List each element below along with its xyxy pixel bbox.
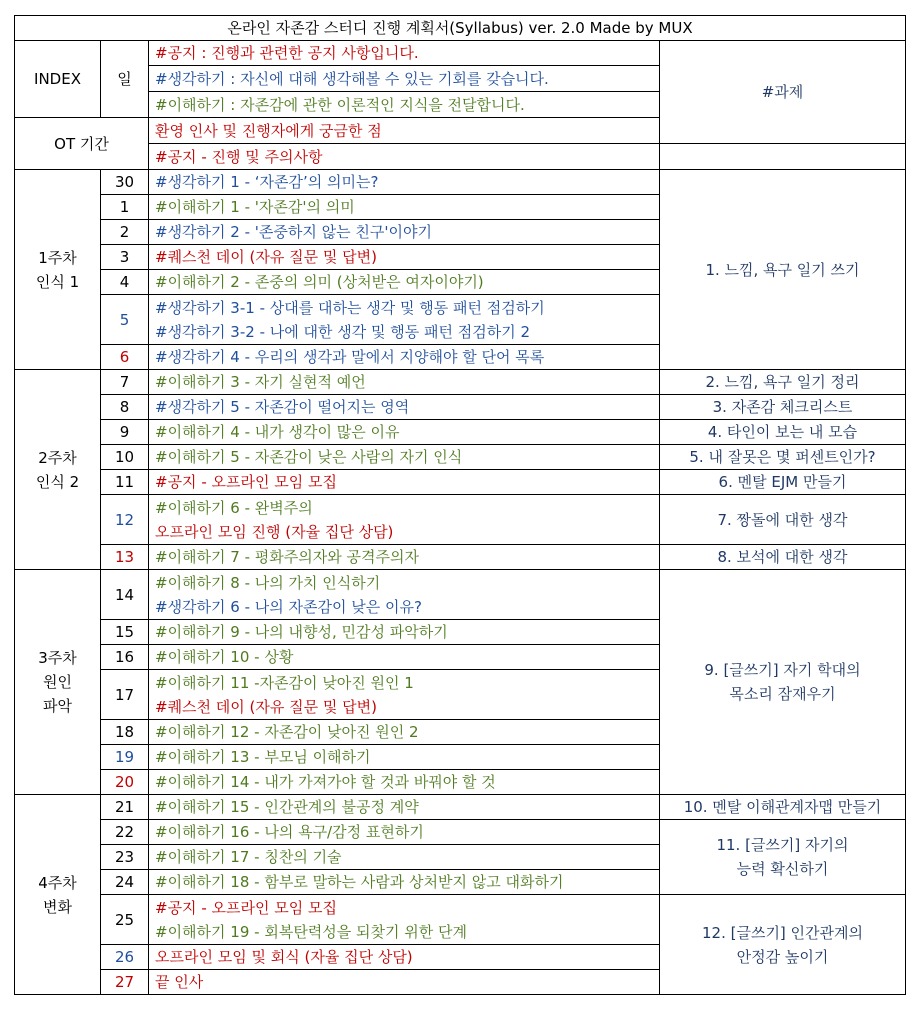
week-label [15,795,101,995]
day-cell: 17 [101,670,149,720]
activity-cell [149,820,660,845]
task-line: 12. [글쓰기] 인간관계의 [701,923,864,942]
activity-line: #이해하기 4 - 내가 생각이 많은 이유 [155,423,400,441]
day-cell: 7 [101,370,149,395]
activity-line: #이해하기 16 - 나의 욕구/감정 표현하기 [155,823,424,841]
task-cell: 7. 짱돌에 대한 생각 [660,495,906,545]
activity-cell [149,395,660,420]
activity-line: #이해하기 19 - 회복탄력성을 되찾기 위한 단계 [155,922,468,941]
day-cell: 30 [101,170,149,195]
activity-line: #공지 - 오프라인 모임 모집 [155,473,337,491]
task-header: #과제 [660,41,906,144]
week-label-line: 파악 [43,697,72,715]
legend-understand: #이해하기 : 자존감에 관한 이론적인 지식을 전달합니다. [149,92,660,118]
day-cell: 23 [101,845,149,870]
activity-cell [149,895,660,945]
task-cell: 2. 느낌, 욕구 일기 정리 [660,370,906,395]
day-cell: 22 [101,820,149,845]
ot-label: OT 기간 [15,118,149,170]
task-cell [660,820,906,895]
activity-line: 오프라인 모임 및 회식 (자율 집단 상담) [155,948,413,966]
task-cell: 4. 타인이 보는 내 모습 [660,420,906,445]
activity-cell [149,245,660,270]
activity-cell [149,670,660,720]
day-cell: 4 [101,270,149,295]
activity-cell [149,545,660,570]
day-cell: 26 [101,945,149,970]
activity-line: #이해하기 15 - 인간관계의 불공정 계약 [155,798,419,816]
activity-line: #이해하기 13 - 부모님 이해하기 [155,748,371,766]
day-cell: 20 [101,770,149,795]
week-label-line: 변화 [43,897,72,916]
activity-line: #이해하기 5 - 자존감이 낮은 사람의 자기 인식 [155,448,463,466]
index-label: INDEX [15,41,101,118]
day-cell: 6 [101,345,149,370]
activity-line: #이해하기 8 - 나의 가치 인식하기 [155,573,381,592]
legend-think: #생각하기 : 자신에 대해 생각해볼 수 있는 기회를 갖습니다. [149,66,660,92]
day-cell: 21 [101,795,149,820]
task-cell [660,570,906,795]
activity-cell [149,770,660,795]
week-label-line: 3주차 [38,649,77,667]
activity-line: #생각하기 5 - 자존감이 떨어지는 영역 [155,398,410,416]
activity-line: #이해하기 10 - 상황 [155,648,294,666]
activity-cell [149,645,660,670]
day-cell: 5 [101,295,149,345]
day-cell: 25 [101,895,149,945]
task-cell: 1. 느낌, 욕구 일기 쓰기 [660,170,906,370]
week-label [15,170,101,370]
week-label-line: 2주차 [38,448,77,467]
week-label [15,370,101,570]
activity-cell [149,745,660,770]
day-cell: 12 [101,495,149,545]
day-cell: 16 [101,645,149,670]
activity-cell [149,620,660,645]
activity-cell [149,570,660,620]
activity-line: #퀘스천 데이 (자유 질문 및 답변) [155,697,377,716]
index-day-header: 일 [101,41,149,118]
activity-line: #생각하기 1 - ‘자존감’의 의미는? [155,173,379,191]
activity-cell [149,195,660,220]
task-cell: 5. 내 잘못은 몇 퍼센트인가? [660,445,906,470]
activity-line: #이해하기 12 - 자존감이 낮아진 원인 2 [155,723,419,741]
ot-notice: #공지 - 진행 및 주의사항 [149,144,660,170]
activity-cell [149,445,660,470]
activity-cell [149,270,660,295]
activity-line: #생각하기 3-1 - 상대를 대하는 생각 및 행동 패턴 점검하기 [155,298,545,317]
activity-cell [149,170,660,195]
ot-welcome: 환영 인사 및 진행자에게 궁금한 점 [149,118,660,144]
task-cell: 6. 멘탈 EJM 만들기 [660,470,906,495]
week-label-line: 4주차 [38,873,77,892]
day-cell: 18 [101,720,149,745]
day-cell: 9 [101,420,149,445]
week-label-line: 인식 2 [35,472,80,491]
ot-task-empty [660,144,906,170]
task-line: 능력 확신하기 [736,860,829,878]
activity-line: #생각하기 3-2 - 나에 대한 생각 및 행동 패턴 점검하기 2 [155,322,531,341]
activity-line: #이해하기 18 - 함부로 말하는 사람과 상처받지 않고 대화하기 [155,873,564,891]
activity-cell [149,970,660,995]
task-cell: 10. 멘탈 이해관계자맵 만들기 [660,795,906,820]
activity-line: #생각하기 6 - 나의 자존감이 낮은 이유? [155,597,422,616]
day-cell: 14 [101,570,149,620]
week-label-line: 1주차 [38,248,77,267]
activity-cell [149,470,660,495]
day-cell: 10 [101,445,149,470]
activity-cell [149,795,660,820]
week-label [15,570,101,795]
activity-cell [149,845,660,870]
day-cell: 24 [101,870,149,895]
legend-notice: #공지 : 진행과 관련한 공지 사항입니다. [149,41,660,66]
activity-cell [149,345,660,370]
activity-line: #퀘스천 데이 (자유 질문 및 답변) [155,248,377,266]
activity-line: #이해하기 9 - 나의 내향성, 민감성 파악하기 [155,623,448,641]
activity-cell [149,870,660,895]
activity-line: #이해하기 2 - 존중의 의미 (상처받은 여자이야기) [155,273,484,291]
task-line: 목소리 잠재우기 [729,685,836,703]
activity-line: 끝 인사 [155,973,204,991]
document-title: 온라인 자존감 스터디 진행 계획서(Syllabus) ver. 2.0 Made by MUX [15,16,906,41]
activity-cell [149,370,660,395]
activity-line: #이해하기 3 - 자기 실현적 예언 [155,373,366,391]
day-cell: 8 [101,395,149,420]
task-cell: 3. 자존감 체크리스트 [660,395,906,420]
week-label-line: 원인 [43,673,72,691]
task-line: 9. [글쓰기] 자기 학대의 [704,661,861,679]
activity-cell [149,495,660,545]
activity-line: #공지 - 오프라인 모임 모집 [155,898,337,917]
syllabus-table [14,15,906,995]
activity-line: #이해하기 17 - 칭찬의 기술 [155,848,342,866]
day-cell: 15 [101,620,149,645]
activity-line: #이해하기 6 - 완벽주의 [155,498,313,517]
day-cell: 11 [101,470,149,495]
day-cell: 1 [101,195,149,220]
activity-cell [149,945,660,970]
activity-cell [149,220,660,245]
task-cell: 8. 보석에 대한 생각 [660,545,906,570]
task-line: 11. [글쓰기] 자기의 [716,836,849,854]
task-cell [660,895,906,995]
activity-cell [149,420,660,445]
activity-cell [149,720,660,745]
activity-line: #생각하기 4 - 우리의 생각과 말에서 지양해야 할 단어 목록 [155,348,545,366]
activity-line: #이해하기 7 - 평화주의자와 공격주의자 [155,548,419,566]
day-cell: 13 [101,545,149,570]
activity-line: 오프라인 모임 진행 (자율 집단 상담) [155,522,394,541]
activity-line: #이해하기 14 - 내가 가져가야 할 것과 바꿔야 할 것 [155,773,496,791]
task-line: 안정감 높이기 [736,947,829,966]
day-cell: 19 [101,745,149,770]
activity-line: #이해하기 11 -자존감이 낮아진 원인 1 [155,673,414,692]
day-cell: 27 [101,970,149,995]
activity-cell [149,295,660,345]
day-cell: 2 [101,220,149,245]
week-label-line: 인식 1 [35,272,80,291]
day-cell: 3 [101,245,149,270]
activity-line: #이해하기 1 - '자존감'의 의미 [155,198,355,216]
activity-line: #생각하기 2 - '존중하지 않는 친구'이야기 [155,223,432,241]
